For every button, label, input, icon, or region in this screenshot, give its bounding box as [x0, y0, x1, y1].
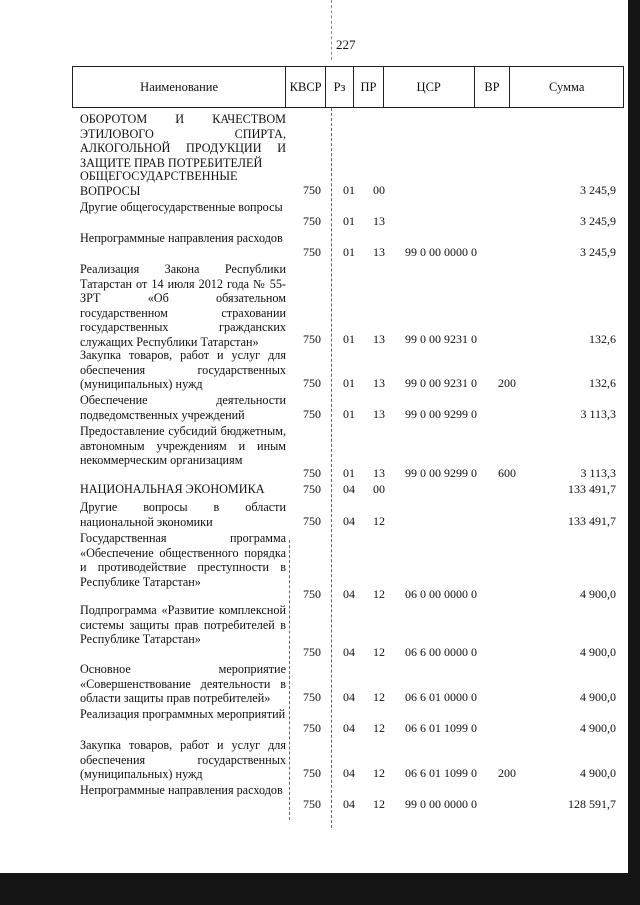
row-name: НАЦИОНАЛЬНАЯ ЭКОНОМИКА — [80, 482, 265, 496]
row-kvsr: 750 — [303, 766, 321, 780]
row-rz: 04 — [343, 721, 355, 735]
row-sum: 4 900,0 — [580, 766, 616, 780]
row-name: ОБОРОТОМ И КАЧЕСТВОМ ЭТИЛОВОГО СПИРТА, АЛКОГОЛЬНОЙ ПРОДУКЦИИ И ЗАЩИТЕ ПРАВ ПОТРЕБИТЕЛЕЙ — [80, 112, 286, 170]
row-rz: 01 — [343, 332, 355, 346]
row-kvsr: 750 — [303, 721, 321, 735]
row-kvsr: 750 — [303, 332, 321, 346]
header-sum: Сумма — [549, 79, 585, 94]
header-vr: ВР — [475, 67, 511, 107]
row-kvsr: 750 — [303, 482, 321, 496]
row-vr: 200 — [498, 766, 516, 780]
row-pr: 12 — [373, 721, 385, 735]
row-rz: 04 — [343, 482, 355, 496]
row-name: Реализация программных мероприятий — [80, 707, 286, 721]
row-pr: 00 — [373, 183, 385, 197]
row-sum: 3 245,9 — [580, 183, 616, 197]
row-name: Непрограммные направления расходов — [80, 231, 283, 245]
row-kvsr: 750 — [303, 407, 321, 421]
row-pr: 13 — [373, 407, 385, 421]
row-csr: 06 0 00 0000 0 — [405, 587, 477, 601]
row-kvsr: 750 — [303, 690, 321, 704]
row-rz: 04 — [343, 766, 355, 780]
row-name: Закупка товаров, работ и услуг для обеспечения государственных (муниципальных) нужд — [80, 348, 286, 391]
header-rz: Рз — [326, 67, 354, 107]
row-rz: 04 — [343, 690, 355, 704]
row-pr: 13 — [373, 245, 385, 259]
row-csr: 99 0 00 9231 0 — [405, 376, 477, 390]
row-kvsr: 750 — [303, 214, 321, 228]
header-pr: ПР — [354, 67, 384, 107]
row-kvsr: 750 — [303, 797, 321, 811]
row-sum: 133 491,7 — [568, 514, 616, 528]
row-pr: 12 — [373, 690, 385, 704]
row-name: Подпрограмма «Развитие комплексной системы защиты прав потребителей в Республике Татарстан» — [80, 603, 286, 646]
row-sum: 132,6 — [589, 332, 616, 346]
row-csr: 06 6 01 1099 0 — [405, 721, 477, 735]
row-name: Другие вопросы в области национальной экономики — [80, 500, 286, 529]
header-kvsr: КВСР — [286, 67, 326, 107]
header-csr: ЦСР — [384, 67, 475, 107]
row-name: Обеспечение деятельности подведомственных учреждений — [80, 393, 286, 422]
row-name: Закупка товаров, работ и услуг для обеспечения государственных (муниципальных) нужд — [80, 738, 286, 781]
page-fold-line — [331, 0, 332, 60]
row-pr: 00 — [373, 482, 385, 496]
scan-edge-bottom — [0, 873, 640, 905]
row-pr: 12 — [373, 587, 385, 601]
row-sum: 4 900,0 — [580, 690, 616, 704]
row-csr: 99 0 00 9299 0 — [405, 407, 477, 421]
row-name: ОБЩЕГОСУДАРСТВЕННЫЕ ВОПРОСЫ — [80, 169, 238, 198]
row-sum: 4 900,0 — [580, 645, 616, 659]
row-sum: 128 591,7 — [568, 797, 616, 811]
row-sum: 4 900,0 — [580, 587, 616, 601]
row-pr: 13 — [373, 214, 385, 228]
row-sum: 3 245,9 — [580, 214, 616, 228]
header-name: Наименование — [73, 67, 286, 107]
row-csr: 06 6 00 0000 0 — [405, 645, 477, 659]
row-sum: 133 491,7 — [568, 482, 616, 496]
row-rz: 01 — [343, 183, 355, 197]
row-sum: 3 245,9 — [580, 245, 616, 259]
row-csr: 99 0 00 9231 0 — [405, 332, 477, 346]
table-header — [72, 66, 624, 108]
scan-edge-right — [628, 0, 640, 905]
row-sum: 3 113,3 — [580, 407, 616, 421]
row-kvsr: 750 — [303, 587, 321, 601]
row-kvsr: 750 — [303, 376, 321, 390]
row-name: Государственная программа «Обеспечение общественного порядка и противодействие преступности в Республике Татарстан» — [80, 531, 286, 589]
row-csr: 06 6 01 0000 0 — [405, 690, 477, 704]
row-kvsr: 750 — [303, 514, 321, 528]
row-kvsr: 750 — [303, 466, 321, 480]
row-name: Другие общегосударственные вопросы — [80, 200, 283, 214]
row-pr: 13 — [373, 332, 385, 346]
row-name: Предоставление субсидий бюджетным, автономным учреждениям и иным некоммерческим организациям — [80, 424, 286, 467]
row-name: Основное мероприятие «Совершенствование деятельности в области защиты прав потребителей» — [80, 662, 286, 705]
row-csr: 06 6 01 1099 0 — [405, 766, 477, 780]
row-kvsr: 750 — [303, 183, 321, 197]
row-rz: 04 — [343, 514, 355, 528]
row-rz: 01 — [343, 376, 355, 390]
row-kvsr: 750 — [303, 645, 321, 659]
row-rz: 01 — [343, 245, 355, 259]
row-sum: 3 113,3 — [580, 466, 616, 480]
row-pr: 13 — [373, 466, 385, 480]
row-sum: 132,6 — [589, 376, 616, 390]
row-pr: 12 — [373, 514, 385, 528]
row-csr: 99 0 00 0000 0 — [405, 797, 477, 811]
row-vr: 600 — [498, 466, 516, 480]
row-rz: 04 — [343, 587, 355, 601]
row-rz: 01 — [343, 466, 355, 480]
row-pr: 12 — [373, 797, 385, 811]
page-number: 227 — [336, 37, 356, 52]
row-sum: 4 900,0 — [580, 721, 616, 735]
row-csr: 99 0 00 0000 0 — [405, 245, 477, 259]
row-vr: 200 — [498, 376, 516, 390]
row-pr: 13 — [373, 376, 385, 390]
row-rz: 04 — [343, 797, 355, 811]
row-rz: 04 — [343, 645, 355, 659]
row-pr: 12 — [373, 645, 385, 659]
row-rz: 01 — [343, 214, 355, 228]
row-csr: 99 0 00 9299 0 — [405, 466, 477, 480]
row-pr: 12 — [373, 766, 385, 780]
row-rz: 01 — [343, 407, 355, 421]
row-name: Реализация Закона Республики Татарстан от 14 июля 2012 года № 55-ЗРТ «Об обязательном государственном страховании государственных гражданских служащих Республики Татарстан» — [80, 262, 286, 349]
row-kvsr: 750 — [303, 245, 321, 259]
row-name: Непрограммные направления расходов — [80, 783, 283, 797]
